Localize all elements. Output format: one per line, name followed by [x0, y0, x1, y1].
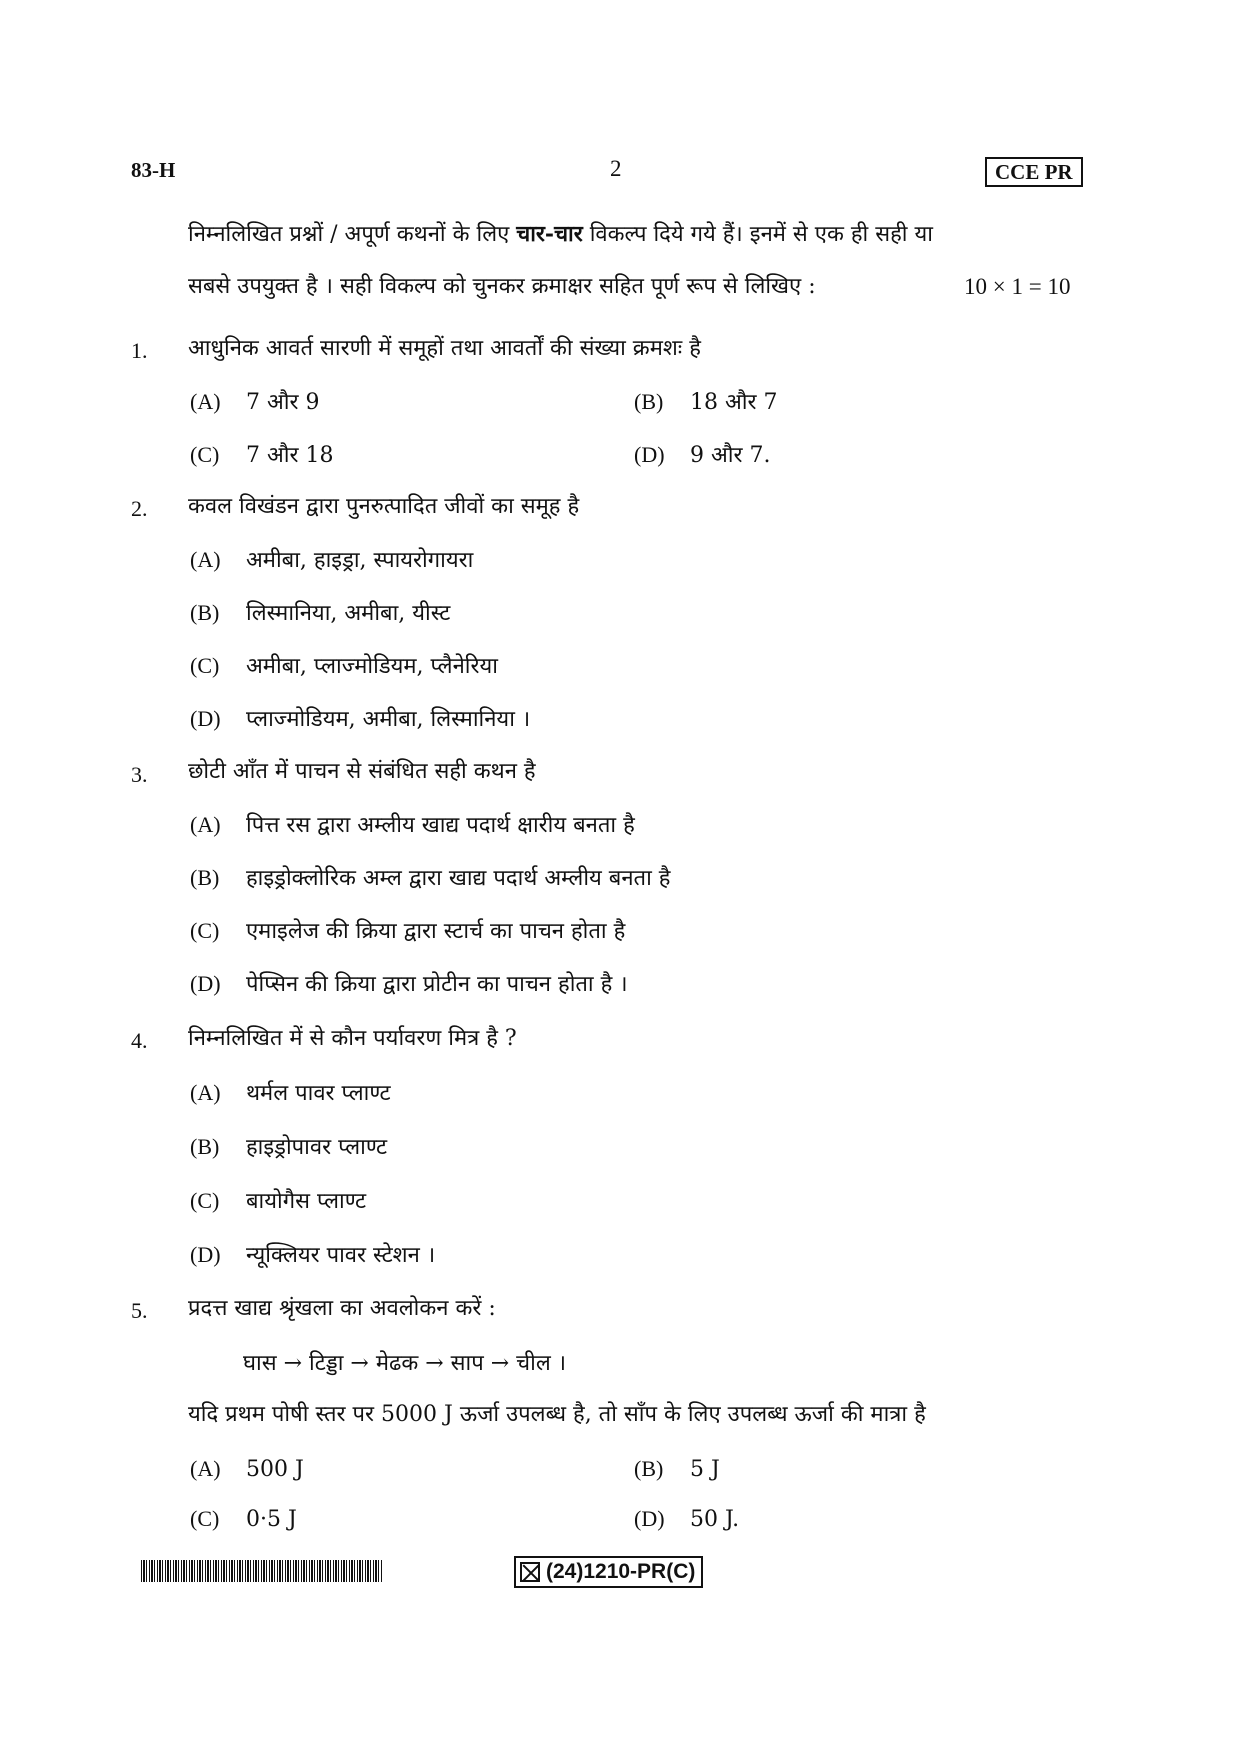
option-label: (C): [190, 918, 220, 943]
option-text: पित्त रस द्वारा अम्लीय खाद्य पदार्थ क्षारीय बनता है: [246, 813, 635, 838]
question-number: 2.: [131, 496, 148, 521]
option-label: (D): [190, 706, 221, 731]
option-label: (C): [190, 653, 220, 678]
option-label: (D): [634, 1506, 665, 1531]
question-number: 1.: [131, 338, 148, 363]
option-text: हाइड्रोपावर प्लाण्ट: [246, 1135, 388, 1160]
option-d: [190, 1240, 435, 1271]
option-text: 0·5 J: [246, 1507, 297, 1532]
food-chain: घास → टिड्डा → मेढक → साप → चील ।: [243, 1351, 567, 1376]
option-text: 7 और 18: [246, 443, 334, 468]
option-label: (B): [190, 865, 220, 890]
footer-code-text: (24)1210-PR(C): [546, 1560, 696, 1583]
option-c: [190, 1186, 366, 1217]
option-text: एमाइलेज की क्रिया द्वारा स्टार्च का पाचन होता है: [246, 919, 626, 944]
option-text: न्यूक्लियर पावर स्टेशन ।: [246, 1243, 436, 1268]
option-b: [190, 863, 670, 894]
question-subtext: यदि प्रथम पोषी स्तर पर 5000 J ऊर्जा उपलब्ध है, तो साँप के लिए उपलब्ध ऊर्जा की मात्रा है: [188, 1402, 926, 1427]
footer-paper-code: [514, 1556, 703, 1588]
option-a: [190, 545, 473, 576]
instruction-line-2: सबसे उपयुक्त है । सही विकल्प को चुनकर क्रमाक्षर सहित पूर्ण रूप से लिखिए :: [188, 274, 816, 299]
option-text: प्लाज्मोडियम, अमीबा, लिस्मानिया ।: [246, 707, 531, 732]
instruction-bold: चार-चार: [516, 221, 583, 247]
option-a: [190, 1454, 304, 1485]
option-label: (B): [190, 600, 220, 625]
option-label: (A): [190, 389, 221, 414]
barcode: [141, 1560, 383, 1582]
option-label: (D): [190, 1242, 221, 1267]
option-label: (A): [190, 1456, 221, 1481]
option-text: 50 J.: [690, 1507, 740, 1532]
option-a: [190, 810, 635, 841]
paper-code: 83-H: [131, 158, 176, 182]
option-c: [190, 440, 333, 471]
question-text: प्रदत्त खाद्य श्रृंखला का अवलोकन करें :: [188, 1296, 496, 1321]
option-text: 5 J: [690, 1457, 720, 1482]
option-label: (A): [190, 547, 221, 572]
question-text: छोटी आँत में पाचन से संबंधित सही कथन है: [188, 759, 536, 784]
option-b: [634, 387, 777, 418]
option-c: [190, 916, 625, 947]
qr-mark-icon: [520, 1562, 540, 1582]
option-text: 18 और 7: [690, 390, 778, 415]
question-number: 3.: [131, 762, 148, 787]
option-text: 500 J: [246, 1457, 304, 1482]
page-number: 2: [610, 156, 622, 181]
question-text: निम्नलिखित में से कौन पर्यावरण मित्र है ?: [188, 1026, 517, 1051]
option-text: 9 और 7.: [690, 443, 771, 468]
option-a: [190, 1078, 391, 1109]
marks-scheme: 10 × 1 = 10: [964, 274, 1071, 299]
option-d: [634, 1504, 739, 1535]
option-b: [190, 598, 450, 629]
option-d: [634, 440, 770, 471]
instruction-text-cont: विकल्प दिये गये हैं। इनमें से एक ही सही या: [582, 222, 933, 247]
question-text: आधुनिक आवर्त सारणी में समूहों तथा आवर्तों की संख्या क्रमशः है: [188, 336, 701, 361]
instruction-line-1: [188, 219, 933, 250]
option-label: (C): [190, 1506, 220, 1531]
option-label: (A): [190, 1080, 221, 1105]
option-label: (C): [190, 442, 220, 467]
option-text: पेप्सिन की क्रिया द्वारा प्रोटीन का पाचन होता है ।: [246, 972, 628, 997]
option-label: (B): [634, 1456, 664, 1481]
option-label: (D): [634, 442, 665, 467]
option-label: (A): [190, 812, 221, 837]
option-label: (B): [634, 389, 664, 414]
question-number: 4.: [131, 1028, 148, 1053]
option-text: हाइड्रोक्लोरिक अम्ल द्वारा खाद्य पदार्थ अम्लीय बनता है: [246, 866, 671, 891]
option-text: बायोगैस प्लाण्ट: [246, 1189, 367, 1214]
option-c: [190, 1504, 297, 1535]
option-d: [190, 969, 628, 1000]
option-label: (B): [190, 1134, 220, 1159]
option-d: [190, 704, 530, 735]
option-text: लिस्मानिया, अमीबा, यीस्ट: [246, 601, 451, 626]
option-text: अमीबा, प्लाज्मोडियम, प्लैनेरिया: [246, 654, 498, 679]
option-b: [190, 1132, 387, 1163]
option-b: [634, 1454, 720, 1485]
option-a: [190, 387, 320, 418]
option-label: (D): [190, 971, 221, 996]
option-c: [190, 651, 498, 682]
cce-pr-badge: CCE PR: [985, 157, 1083, 187]
option-label: (C): [190, 1188, 220, 1213]
option-text: 7 और 9: [246, 390, 320, 415]
question-number: 5.: [131, 1298, 148, 1323]
instruction-text: निम्नलिखित प्रश्नों / अपूर्ण कथनों के लिए: [188, 222, 517, 247]
option-text: थर्मल पावर प्लाण्ट: [246, 1081, 391, 1106]
option-text: अमीबा, हाइड्रा, स्पायरोगायरा: [246, 548, 474, 573]
question-text: कवल विखंडन द्वारा पुनरुत्पादित जीवों का समूह है: [188, 494, 580, 519]
